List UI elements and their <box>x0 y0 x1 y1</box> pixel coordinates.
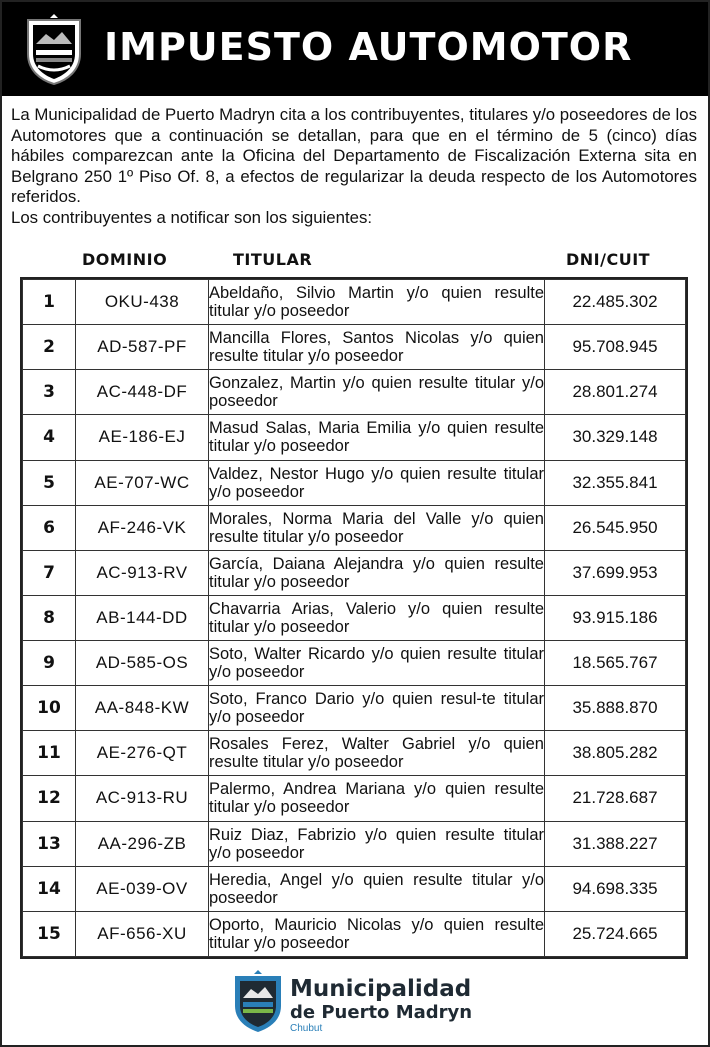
row-titular: Abeldaño, Silvio Martin y/o quien resulte titular y/o poseedor <box>209 280 545 325</box>
row-number: 3 <box>23 370 76 415</box>
intro-lead: Los contribuyentes a notificar son los siguientes: <box>11 207 373 227</box>
row-number: 12 <box>23 776 76 821</box>
row-number: 6 <box>23 505 76 550</box>
row-dominio: AE-039-OV <box>76 866 209 911</box>
row-dni: 38.805.282 <box>545 731 686 776</box>
row-number: 4 <box>23 415 76 460</box>
row-number: 15 <box>23 911 76 956</box>
row-dni: 28.801.274 <box>545 370 686 415</box>
table-row <box>23 595 686 640</box>
table-row <box>23 505 686 550</box>
row-number: 1 <box>23 280 76 325</box>
row-dominio: AC-913-RV <box>76 550 209 595</box>
row-dni: 94.698.335 <box>545 866 686 911</box>
row-titular: Gonzalez, Martin y/o quien resulte titular y/o poseedor <box>209 370 545 415</box>
column-header-titular: TITULAR <box>233 250 313 269</box>
municipal-shield-icon <box>24 14 84 86</box>
row-titular: Morales, Norma Maria del Valle y/o quien resulte titular y/o poseedor <box>209 505 545 550</box>
row-number: 13 <box>23 821 76 866</box>
row-dni: 31.388.227 <box>545 821 686 866</box>
row-titular: Chavarria Arias, Valerio y/o quien resulte titular y/o poseedor <box>209 595 545 640</box>
row-number: 14 <box>23 866 76 911</box>
row-dominio: AD-587-PF <box>76 325 209 370</box>
table-row <box>23 550 686 595</box>
row-dni: 30.329.148 <box>545 415 686 460</box>
intro-paragraph: La Municipalidad de Puerto Madryn cita a los contribuyentes, titulares y/o poseedores de los Automotores que a continuación se detallan, para que en el término de 5 (cinco) días hábiles comparezcan ante la Oficina del Departamento de Fiscalización Externa sita en Belgrano 250 1º Piso Of. 8, a efectos de regularizar la deuda respecto de los Automotores referidos. <box>11 105 697 206</box>
row-dni: 21.728.687 <box>545 776 686 821</box>
row-dominio: AE-276-QT <box>76 731 209 776</box>
row-titular: Mancilla Flores, Santos Nicolas y/o quien resulte titular y/o poseedor <box>209 325 545 370</box>
table-row <box>23 866 686 911</box>
row-titular: Palermo, Andrea Mariana y/o quien resulte titular y/o poseedor <box>209 776 545 821</box>
municipal-shield-icon <box>232 970 284 1034</box>
row-titular: Valdez, Nestor Hugo y/o quien resulte titular y/o poseedor <box>209 460 545 505</box>
table-row <box>23 821 686 866</box>
table-row <box>23 731 686 776</box>
row-titular: Oporto, Mauricio Nicolas y/o quien resulte titular y/o poseedor <box>209 911 545 956</box>
table-row <box>23 460 686 505</box>
footer-logo <box>232 970 492 1040</box>
table-row <box>23 370 686 415</box>
row-number: 9 <box>23 641 76 686</box>
row-dominio: AA-848-KW <box>76 686 209 731</box>
row-dni: 22.485.302 <box>545 280 686 325</box>
row-titular: Masud Salas, Maria Emilia y/o quien resulte titular y/o poseedor <box>209 415 545 460</box>
column-header-dni: DNI/CUIT <box>566 250 651 269</box>
row-dominio: AF-656-XU <box>76 911 209 956</box>
row-number: 2 <box>23 325 76 370</box>
row-dominio: AA-296-ZB <box>76 821 209 866</box>
table-row <box>23 641 686 686</box>
row-titular: Soto, Franco Dario y/o quien resul-te titular y/o poseedor <box>209 686 545 731</box>
row-titular: Rosales Ferez, Walter Gabriel y/o quien resulte titular y/o poseedor <box>209 731 545 776</box>
row-dominio: AF-246-VK <box>76 505 209 550</box>
row-number: 5 <box>23 460 76 505</box>
row-dni: 35.888.870 <box>545 686 686 731</box>
row-dni: 37.699.953 <box>545 550 686 595</box>
intro-text <box>11 105 697 228</box>
row-dni: 25.724.665 <box>545 911 686 956</box>
row-dominio: AD-585-OS <box>76 641 209 686</box>
row-dni: 26.545.950 <box>545 505 686 550</box>
table-row <box>23 415 686 460</box>
row-number: 10 <box>23 686 76 731</box>
footer-city-name: de Puerto Madryn <box>290 1002 473 1023</box>
row-dominio: AE-186-EJ <box>76 415 209 460</box>
footer-municipality-name: Municipalidad <box>290 976 472 1002</box>
row-titular: García, Daiana Alejandra y/o quien resulte titular y/o poseedor <box>209 550 545 595</box>
row-number: 7 <box>23 550 76 595</box>
row-number: 8 <box>23 595 76 640</box>
row-number: 11 <box>23 731 76 776</box>
contributors-table <box>20 277 688 959</box>
row-dominio: OKU-438 <box>76 280 209 325</box>
row-dominio: AC-913-RU <box>76 776 209 821</box>
table-row <box>23 776 686 821</box>
table-row <box>23 325 686 370</box>
footer-province: Chubut <box>290 1023 323 1034</box>
table-row <box>23 911 686 956</box>
row-titular: Heredia, Angel y/o quien resulte titular y/o poseedor <box>209 866 545 911</box>
row-dni: 18.565.767 <box>545 641 686 686</box>
row-titular: Soto, Walter Ricardo y/o quien resulte titular y/o poseedor <box>209 641 545 686</box>
row-dominio: AE-707-WC <box>76 460 209 505</box>
row-titular: Ruiz Diaz, Fabrizio y/o quien resulte titular y/o poseedor <box>209 821 545 866</box>
contributors-table-grid <box>22 279 686 957</box>
page-title: IMPUESTO AUTOMOTOR <box>104 25 633 69</box>
table-row <box>23 686 686 731</box>
header-banner <box>2 2 708 96</box>
row-dni: 93.915.186 <box>545 595 686 640</box>
row-dominio: AB-144-DD <box>76 595 209 640</box>
column-header-dominio: DOMINIO <box>82 250 168 269</box>
row-dni: 95.708.945 <box>545 325 686 370</box>
row-dni: 32.355.841 <box>545 460 686 505</box>
table-row <box>23 280 686 325</box>
row-dominio: AC-448-DF <box>76 370 209 415</box>
